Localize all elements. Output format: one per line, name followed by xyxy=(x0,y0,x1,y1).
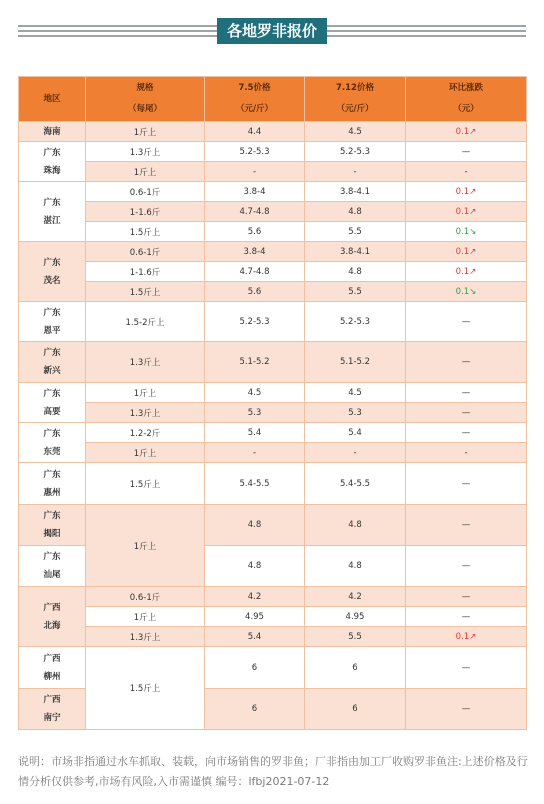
price-jul5-cell: 5.4 xyxy=(205,627,305,647)
price-jul5-cell: - xyxy=(205,162,305,182)
price-jul12-cell: 6 xyxy=(305,689,406,730)
table-row xyxy=(19,302,527,342)
price-jul5-cell: 4.5 xyxy=(205,383,305,403)
change-cell: — xyxy=(406,587,527,607)
col-header-spec: 规格 （每尾） xyxy=(86,77,205,122)
table-row xyxy=(19,423,527,443)
spec-cell: 1斤上 xyxy=(86,162,205,182)
change-cell: 0.1↗ xyxy=(406,202,527,222)
region-cell: 广西 柳州 xyxy=(19,647,86,689)
price-jul5-cell: 5.6 xyxy=(205,222,305,242)
table-row xyxy=(19,142,527,162)
table-row xyxy=(19,403,527,423)
change-cell: — xyxy=(406,302,527,342)
change-cell: 0.1↗ xyxy=(406,242,527,262)
price-jul12-cell: - xyxy=(305,443,406,463)
price-jul12-cell: 4.8 xyxy=(305,262,406,282)
change-cell: — xyxy=(406,342,527,383)
section-title: 各地罗非报价 xyxy=(217,18,327,44)
table-row xyxy=(19,222,527,242)
region-cell: 广东 新兴 xyxy=(19,342,86,383)
price-jul5-cell: 4.8 xyxy=(205,546,305,587)
col-header-region: 地区 xyxy=(19,77,86,122)
table-header-row xyxy=(19,77,527,122)
spec-cell: 1.3斤上 xyxy=(86,403,205,423)
spec-cell: 1.5斤上 xyxy=(86,282,205,302)
price-jul5-cell: 4.7-4.8 xyxy=(205,262,305,282)
price-jul12-cell: 4.5 xyxy=(305,122,406,142)
spec-cell: 1.5-2斤上 xyxy=(86,302,205,342)
table-row xyxy=(19,607,527,627)
spec-cell: 1斤上 xyxy=(86,505,205,587)
price-jul12-cell: 5.5 xyxy=(305,627,406,647)
change-cell: - xyxy=(406,443,527,463)
change-cell: — xyxy=(406,505,527,546)
spec-cell: 1.3斤上 xyxy=(86,627,205,647)
spec-cell: 1斤上 xyxy=(86,122,205,142)
table-row xyxy=(19,443,527,463)
change-cell: 0.1↗ xyxy=(406,182,527,202)
price-jul5-cell: 4.7-4.8 xyxy=(205,202,305,222)
change-cell: 0.1↘ xyxy=(406,222,527,242)
region-cell: 广东 高要 xyxy=(19,383,86,423)
price-jul5-cell: 4.8 xyxy=(205,505,305,546)
table-row xyxy=(19,282,527,302)
price-jul5-cell: 5.4 xyxy=(205,423,305,443)
price-jul5-cell: 4.95 xyxy=(205,607,305,627)
price-jul12-cell: 5.4-5.5 xyxy=(305,463,406,505)
table-row xyxy=(19,262,527,282)
spec-cell: 1.2-2斤 xyxy=(86,423,205,443)
price-jul12-cell: 5.5 xyxy=(305,282,406,302)
change-cell: — xyxy=(406,423,527,443)
change-cell: — xyxy=(406,463,527,505)
spec-cell: 1斤上 xyxy=(86,607,205,627)
spec-cell: 1.3斤上 xyxy=(86,342,205,383)
col-header-price-jul12: 7.12价格 （元/斤） xyxy=(305,77,406,122)
price-jul12-cell: 4.8 xyxy=(305,202,406,222)
price-jul12-cell: 4.8 xyxy=(305,546,406,587)
region-cell: 广东 汕尾 xyxy=(19,546,86,587)
col-header-price-jul5: 7.5价格 （元/斤） xyxy=(205,77,305,122)
region-cell: 广西 北海 xyxy=(19,587,86,647)
table-row xyxy=(19,383,527,403)
price-jul12-cell: 5.2-5.3 xyxy=(305,142,406,162)
price-jul5-cell: 4.4 xyxy=(205,122,305,142)
price-jul12-cell: 5.2-5.3 xyxy=(305,302,406,342)
price-jul12-cell: 4.95 xyxy=(305,607,406,627)
region-cell: 广西 南宁 xyxy=(19,689,86,730)
change-cell: - xyxy=(406,162,527,182)
section-header xyxy=(18,18,526,44)
table-row xyxy=(19,587,527,607)
spec-cell: 1.3斤上 xyxy=(86,142,205,162)
price-jul5-cell: 4.2 xyxy=(205,587,305,607)
spec-cell: 1.5斤上 xyxy=(86,647,205,730)
change-cell: 0.1↘ xyxy=(406,282,527,302)
table-row xyxy=(19,463,527,505)
change-cell: — xyxy=(406,546,527,587)
spec-cell: 0.6-1斤 xyxy=(86,587,205,607)
change-cell: — xyxy=(406,647,527,689)
table-row xyxy=(19,342,527,383)
change-cell: 0.1↗ xyxy=(406,122,527,142)
spec-cell: 1斤上 xyxy=(86,383,205,403)
price-jul12-cell: 5.5 xyxy=(305,222,406,242)
price-jul5-cell: 5.6 xyxy=(205,282,305,302)
price-jul5-cell: 5.2-5.3 xyxy=(205,302,305,342)
spec-cell: 1斤上 xyxy=(86,443,205,463)
price-jul12-cell: 4.5 xyxy=(305,383,406,403)
change-cell: — xyxy=(406,142,527,162)
spec-cell: 1.5斤上 xyxy=(86,222,205,242)
table-row xyxy=(19,505,527,546)
price-jul12-cell: 3.8-4.1 xyxy=(305,242,406,262)
region-cell: 广东 东莞 xyxy=(19,423,86,463)
change-cell: 0.1↗ xyxy=(406,627,527,647)
price-jul12-cell: - xyxy=(305,162,406,182)
table-row xyxy=(19,122,527,142)
price-jul12-cell: 3.8-4.1 xyxy=(305,182,406,202)
price-jul12-cell: 4.2 xyxy=(305,587,406,607)
table-row xyxy=(19,202,527,222)
price-jul5-cell: 5.2-5.3 xyxy=(205,142,305,162)
price-jul5-cell: 6 xyxy=(205,647,305,689)
spec-cell: 0.6-1斤 xyxy=(86,182,205,202)
change-cell: — xyxy=(406,383,527,403)
table-row xyxy=(19,647,527,689)
price-jul5-cell: 5.1-5.2 xyxy=(205,342,305,383)
price-jul12-cell: 6 xyxy=(305,647,406,689)
region-cell: 海南 xyxy=(19,122,86,142)
change-cell: — xyxy=(406,689,527,730)
price-jul5-cell: 5.3 xyxy=(205,403,305,423)
region-cell: 广东 茂名 xyxy=(19,242,86,302)
table-row xyxy=(19,627,527,647)
region-cell: 广东 恩平 xyxy=(19,302,86,342)
price-jul12-cell: 4.8 xyxy=(305,505,406,546)
region-cell: 广东 揭阳 xyxy=(19,505,86,546)
price-jul12-cell: 5.3 xyxy=(305,403,406,423)
footnote: 说明：市场非指通过水车抓取、装载，向市场销售的罗非鱼；厂非指由加工厂收购罗非鱼注:上述价格及行情分析仅供参考,市场有风险,入市需谨慎 编号：lfbj2021-07-12 xyxy=(18,755,528,788)
region-cell: 广东 惠州 xyxy=(19,463,86,505)
price-jul12-cell: 5.1-5.2 xyxy=(305,342,406,383)
price-jul5-cell: 3.8-4 xyxy=(205,182,305,202)
price-jul5-cell: 6 xyxy=(205,689,305,730)
spec-cell: 1.5斤上 xyxy=(86,463,205,505)
price-table xyxy=(18,76,527,730)
region-cell: 广东 湛江 xyxy=(19,182,86,242)
spec-cell: 0.6-1斤 xyxy=(86,242,205,262)
table-row xyxy=(19,182,527,202)
price-jul12-cell: 5.4 xyxy=(305,423,406,443)
change-cell: — xyxy=(406,403,527,423)
price-jul5-cell: 5.4-5.5 xyxy=(205,463,305,505)
table-row xyxy=(19,242,527,262)
col-header-change: 环比涨跌 （元） xyxy=(406,77,527,122)
spec-cell: 1-1.6斤 xyxy=(86,262,205,282)
price-jul5-cell: - xyxy=(205,443,305,463)
price-jul5-cell: 3.8-4 xyxy=(205,242,305,262)
spec-cell: 1-1.6斤 xyxy=(86,202,205,222)
change-cell: 0.1↗ xyxy=(406,262,527,282)
region-cell: 广东 珠海 xyxy=(19,142,86,182)
table-row xyxy=(19,162,527,182)
change-cell: — xyxy=(406,607,527,627)
